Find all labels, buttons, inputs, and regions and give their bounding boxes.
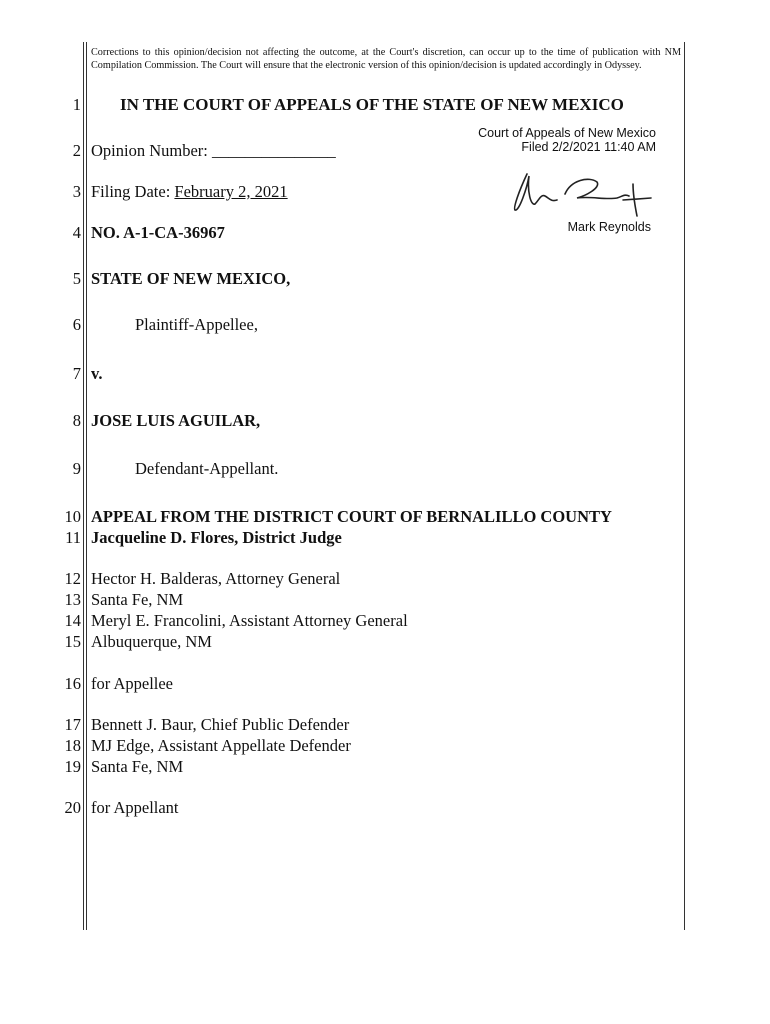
court-title: IN THE COURT OF APPEALS OF THE STATE OF NEW MEXICO [120, 95, 624, 114]
versus: v. [91, 364, 103, 383]
line-number: 2 [72, 141, 81, 160]
line-number: 9 [72, 459, 81, 478]
appeal-from: APPEAL FROM THE DISTRICT COURT OF BERNALILLO COUNTY [91, 507, 612, 526]
filing-date-value: February 2, 2021 [174, 182, 288, 201]
counsel-line: Bennett J. Baur, Chief Public Defender [91, 715, 350, 734]
counsel-line: Hector H. Balderas, Attorney General [91, 569, 341, 588]
right-margin-rule [684, 42, 685, 930]
stamp-name: Mark Reynolds [567, 220, 651, 234]
line-number: 3 [72, 182, 81, 201]
opinion-number-value: _______________ [212, 141, 336, 160]
opinion-number-label: Opinion Number: [91, 141, 212, 160]
plaintiff-role: Plaintiff-Appellee, [135, 315, 258, 334]
stamp-filed: Filed 2/2/2021 11:40 AM [521, 140, 656, 154]
line-number: 5 [72, 269, 81, 288]
for-appellee: for Appellee [91, 674, 174, 693]
line-number: 14 [64, 611, 81, 630]
line-number: 11 [65, 528, 81, 547]
opinion-number [91, 140, 336, 161]
line-number: 15 [64, 632, 81, 651]
plaintiff-name: STATE OF NEW MEXICO, [91, 269, 291, 288]
line-number: 8 [72, 411, 81, 430]
line-number: 7 [72, 364, 81, 383]
line-number: 19 [64, 757, 81, 776]
line-number: 13 [64, 590, 81, 609]
filing-date [91, 181, 288, 202]
line-number: 18 [64, 736, 81, 755]
defendant-name: JOSE LUIS AGUILAR, [91, 411, 261, 430]
counsel-line: Meryl E. Francolini, Assistant Attorney General [91, 611, 408, 630]
line-number: 20 [64, 798, 81, 817]
line-number: 4 [72, 223, 81, 242]
line-number: 17 [64, 715, 81, 734]
line-number: 16 [64, 674, 81, 693]
docket-number: NO. A-1-CA-36967 [91, 223, 225, 242]
counsel-line: Santa Fe, NM [91, 590, 184, 609]
filing-stamp [440, 126, 656, 154]
counsel-line: Santa Fe, NM [91, 757, 184, 776]
district-judge: Jacqueline D. Flores, District Judge [91, 528, 342, 547]
left-margin-rule-outer [83, 42, 84, 930]
line-number: 6 [72, 315, 81, 334]
line-number: 10 [64, 507, 81, 526]
corrections-notice: Corrections to this opinion/decision not affecting the outcome, at the Court's discretion, can occur up to the time of publication with NM Compilation Commission. The Court will ensure that the electronic version of this opinion/decision is updated accordingly in Odyssey. [91, 47, 681, 71]
signature-image [505, 166, 655, 226]
defendant-role: Defendant-Appellant. [135, 459, 279, 478]
line-number: 12 [64, 569, 81, 588]
filing-date-label: Filing Date: [91, 182, 175, 201]
for-appellant: for Appellant [91, 798, 179, 817]
counsel-line: MJ Edge, Assistant Appellate Defender [91, 736, 351, 755]
line-number: 1 [72, 95, 81, 114]
stamp-court: Court of Appeals of New Mexico [478, 126, 656, 140]
left-margin-rule-inner [86, 42, 87, 930]
counsel-line: Albuquerque, NM [91, 632, 212, 651]
